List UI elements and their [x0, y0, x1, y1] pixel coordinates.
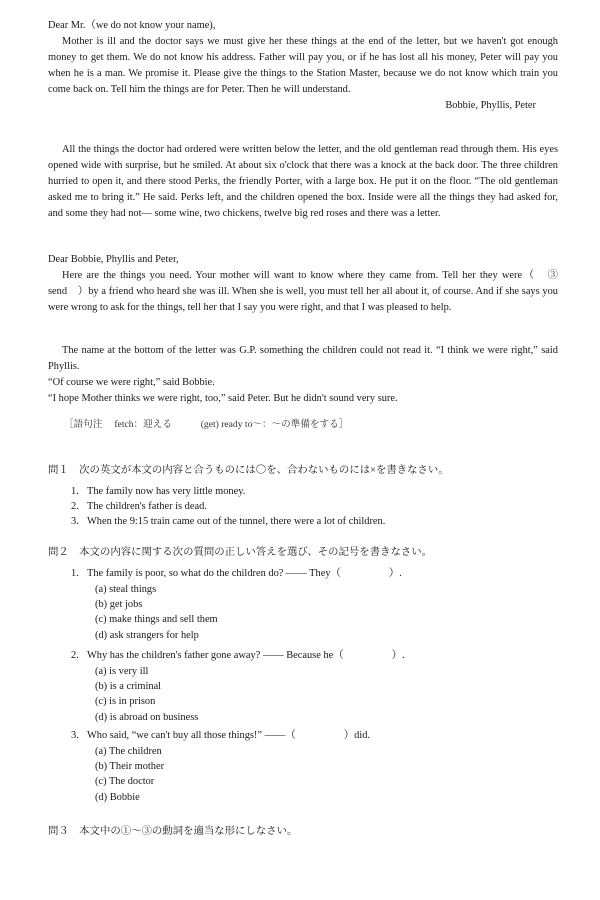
option: (d) is abroad on business — [95, 711, 199, 723]
sub-question-text: 3. Who said, “we can't buy all those things!” ——（ ）did. — [71, 730, 371, 741]
option: (d) Bobbie — [95, 791, 140, 803]
narrative-2-line-3: “I hope Mother thinks we were right, too,” said Peter. But he didn't sound very sure. — [48, 393, 398, 404]
sub-question-text: 1. The family is poor, so what do the children do? —— They（ ）. — [71, 568, 402, 579]
option: (b) get jobs — [95, 599, 143, 611]
option: (b) Their mother — [95, 761, 165, 773]
option: (d) ask strangers for help — [95, 629, 199, 641]
option: (c) make things and sell them — [95, 614, 218, 626]
question-2-sub-2 — [71, 648, 551, 725]
question-1-statements — [71, 484, 385, 529]
letter-2-body: Here are the things you need. Your mother will want to know where they came from. Tell her they were（ ③ send ）by a friend who heard she was ill. When she is well, you must tell her all about it, of course. And if she says you were wrong to ask for the things, tell her that I say you were right, and that I was pleased to help. — [48, 270, 558, 313]
letter-2-salutation: Dear Bobbie, Phyllis and Peter, — [48, 254, 179, 265]
narrative-1 — [48, 142, 558, 222]
letter-1-body: Mother is ill and the doctor says we must give her these things at the end of the letter, but we haven't got enough money to get them. We do not know his address. Father will pay you, or if he has lost all his money, Peter will pay you when he is a man. We promise it. Please give the things to the Station Master, because we do not know which train you come back on. Tell him the things are for Peter. Then he will understand. — [48, 36, 558, 95]
sub-question-text: 2. Why has the children's father gone away? —— Because he（ ）. — [71, 650, 405, 661]
statement-item: 2. The children's father is dead. — [71, 501, 207, 512]
option: (a) The children — [95, 746, 162, 757]
glossary-note: ［語句注 fetch：迎える (get) ready to～：～の準備をする］ — [64, 419, 349, 430]
narrative-2-line-2: “Of course we were right,” said Bobbie. — [48, 377, 215, 388]
option: (c) The doctor — [95, 776, 155, 788]
option: (b) is a criminal — [95, 681, 162, 693]
statement-item: 3. When the 9:15 train came out of the tunnel, there were a lot of children. — [71, 516, 386, 527]
letter-1-signature: Bobbie, Phyllis, Peter — [445, 100, 536, 111]
statement-item: 1. The family now has very little money. — [71, 486, 246, 497]
letter-1 — [48, 18, 558, 114]
question-2-sub-3 — [71, 728, 551, 805]
option: (a) is very ill — [95, 666, 149, 677]
narrative-1-paragraph: All the things the doctor had ordered were written below the letter, and the old gentleman read through them. His eyes opened wide with surprise, but he smiled. At about six o'clock that there was a knock at the back door. The three children hurried to open it, and there stood Perks, the friendly Porter, with a large box. He put it on the floor. “The old gentleman asked me to bring it.” He said. Perks left, and the children opened the box. Inside were all the things they had asked for, and some they had not— some wine, two chickens, twelve big red roses and there was a letter. — [48, 144, 558, 219]
narrative-2 — [48, 343, 558, 407]
narrative-2-paragraph: The name at the bottom of the letter was G.P. something the children could not read it. “I think we were right,” said Phyllis. — [48, 345, 558, 372]
question-2-sub-1 — [71, 566, 551, 643]
letter-1-salutation: Dear Mr.（we do not know your name), — [48, 20, 216, 31]
option: (a) steal things — [95, 584, 157, 595]
letter-2 — [48, 252, 558, 316]
question-1-heading: 問１ 次の英文が本文の内容と合うものには〇を、合わないものには×を書きなさい。 — [48, 465, 449, 476]
question-2-heading: 問２ 本文の内容に関する次の質問の正しい答えを選び、その記号を書きなさい。 — [48, 547, 433, 558]
question-3-heading: 問３ 本文中の①～③の動詞を適当な形にしなさい。 — [48, 826, 298, 837]
option: (c) is in prison — [95, 696, 156, 708]
